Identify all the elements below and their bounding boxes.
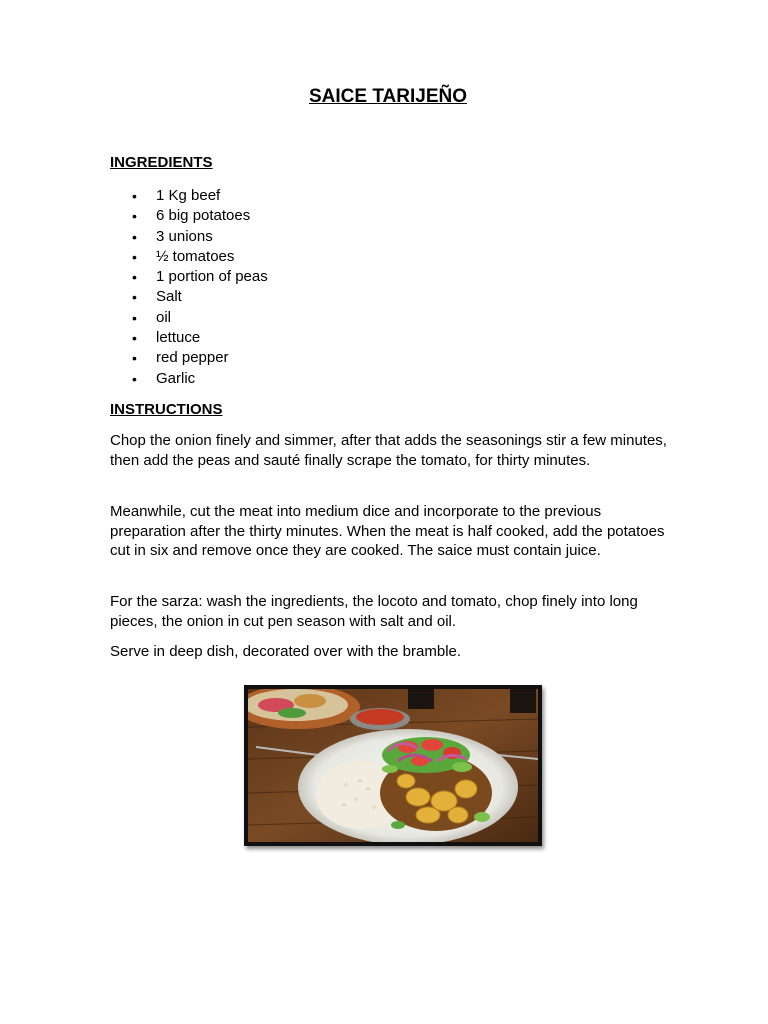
list-item: • Salt xyxy=(110,287,268,307)
page-title: SAICE TARIJEÑO xyxy=(308,86,467,107)
list-item: • Garlic xyxy=(110,369,268,389)
food-photo xyxy=(244,685,542,846)
ingredients-list xyxy=(110,186,268,389)
list-item: • oil xyxy=(110,308,268,328)
list-item: • lettuce xyxy=(110,328,268,348)
list-item: • red pepper xyxy=(110,348,268,368)
food-photo-icon xyxy=(248,689,538,842)
list-item: • ½ tomatoes xyxy=(110,247,268,267)
instruction-paragraph-2: Meanwhile, cut the meat into medium dice and incorporate to the previous preparation after the thirty minutes. When the meat is half cooked, add the potatoes cut in six and remove once they are cooked. The saice must contain juice. xyxy=(110,503,665,560)
list-item: • 1 portion of peas xyxy=(110,267,268,287)
list-item: • 3 unions xyxy=(110,227,268,247)
instruction-paragraph-1: Chop the onion finely and simmer, after that adds the seasonings stir a few minutes, then add the peas and sauté finally scrape the tomato, for thirty minutes. xyxy=(110,432,667,469)
instructions-heading: INSTRUCTIONS xyxy=(110,401,223,418)
list-item: • 1 Kg beef xyxy=(110,186,268,206)
instruction-paragraph-4: Serve in deep dish, decorated over with the bramble. xyxy=(110,643,462,660)
ingredients-heading: INGREDIENTS xyxy=(110,154,213,171)
list-item: • 6 big potatoes xyxy=(110,206,268,226)
instruction-paragraph-3: For the sarza: wash the ingredients, the locoto and tomato, chop finely into long pieces, the onion in cut pen season with salt and oil. xyxy=(110,593,638,630)
